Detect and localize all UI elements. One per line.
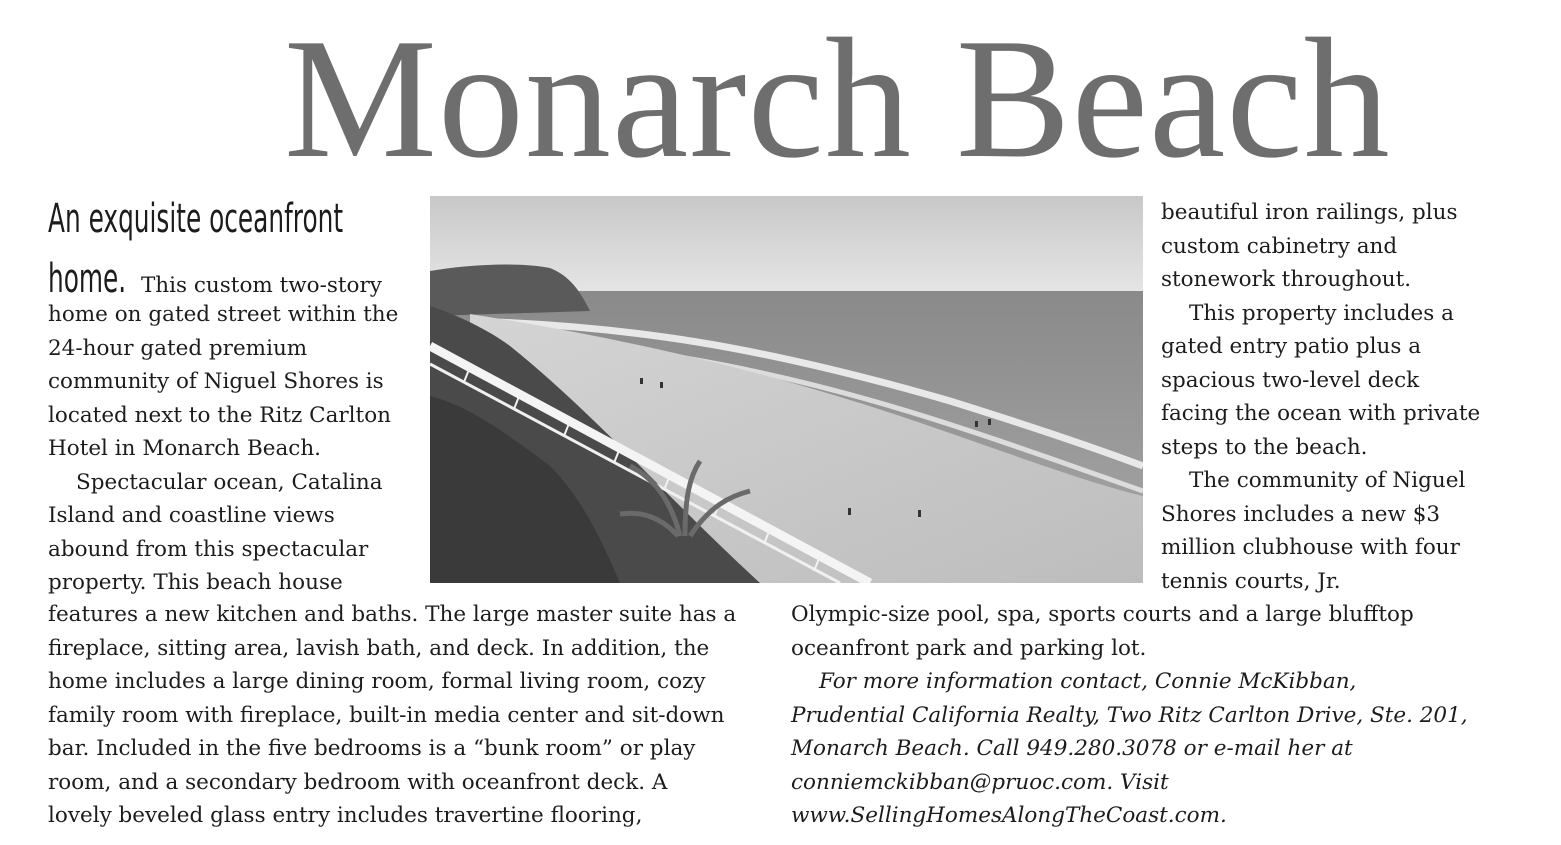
- body-line: fireplace, sitting area, lavish bath, and deck. In addition, the: [48, 635, 710, 661]
- beach-illustration: [430, 196, 1143, 583]
- body-line: The community of Niguel: [1189, 468, 1466, 493]
- body-line: community of Niguel Shores is: [48, 369, 384, 394]
- beach-photo: [430, 196, 1143, 583]
- body-line: oceanfront park and parking lot.: [791, 635, 1147, 661]
- body-line: features a new kitchen and baths. The large master suite has a: [48, 602, 737, 627]
- intro-column-body: [48, 298, 428, 600]
- body-line: home on gated street within the: [48, 302, 399, 327]
- body-line: million clubhouse with four: [1161, 535, 1460, 560]
- body-line: Island and coastline views: [48, 503, 335, 528]
- body-line: facing the ocean with private: [1161, 401, 1481, 426]
- body-line: steps to the beach.: [1161, 434, 1368, 460]
- body-line: Hotel in Monarch Beach.: [48, 436, 322, 461]
- body-line: Olympic-size pool, spa, sports courts and a large blufftop: [791, 602, 1414, 627]
- intro-column: [48, 186, 428, 306]
- lead-line-1: [48, 186, 428, 248]
- lead-line-2: [48, 246, 428, 306]
- body-line: room, and a secondary bedroom with oceanfront deck. A: [48, 769, 668, 795]
- contact-line: Monarch Beach. Call 949.280.3078 or e-mail her at: [791, 736, 1353, 761]
- body-line: abound from this spectacular: [48, 536, 369, 562]
- body-line: beautiful iron railings, plus: [1161, 200, 1458, 225]
- body-line: home includes a large dining room, formal living room, cozy: [48, 669, 706, 694]
- body-line: located next to the Ritz Carlton: [48, 402, 391, 428]
- body-line: This property includes a: [1189, 300, 1454, 326]
- body-line: Spectacular ocean, Catalina: [76, 469, 383, 495]
- body-line: stonework throughout.: [1161, 267, 1412, 292]
- body-line: family room with fireplace, built-in media center and sit-down: [48, 702, 725, 728]
- body-line: This custom two-story: [134, 273, 382, 298]
- contact-line: Prudential California Realty, Two Ritz Carlton Drive, Ste. 201,: [791, 702, 1468, 728]
- body-line: 24-hour gated premium: [48, 335, 308, 361]
- contact-email: conniemckibban@pruoc.com. Visit: [791, 769, 1169, 795]
- lead-heading-end: home.: [48, 256, 127, 302]
- body-line: Shores includes a new $3: [1161, 501, 1441, 527]
- body-line: bar. Included in the five bedrooms is a “bunk room” or play: [48, 736, 696, 761]
- bottom-right-column: [791, 598, 1531, 833]
- body-line: spacious two-level deck: [1161, 367, 1420, 393]
- page-title: Monarch Beach: [284, 4, 1391, 194]
- body-line: gated entry patio plus a: [1161, 334, 1422, 359]
- contact-line: For more information contact, Connie McKibban,: [819, 669, 1357, 694]
- body-line: tennis courts, Jr.: [1161, 568, 1341, 594]
- body-line: lovely beveled glass entry includes travertine flooring,: [48, 803, 643, 828]
- body-line: property. This beach house: [48, 570, 343, 595]
- lead-heading: An exquisite oceanfront: [48, 196, 344, 242]
- right-column: [1161, 196, 1541, 598]
- contact-website: www.SellingHomesAlongTheCoast.com.: [791, 803, 1227, 828]
- bottom-left-column: [48, 598, 768, 833]
- body-line: custom cabinetry and: [1161, 233, 1398, 259]
